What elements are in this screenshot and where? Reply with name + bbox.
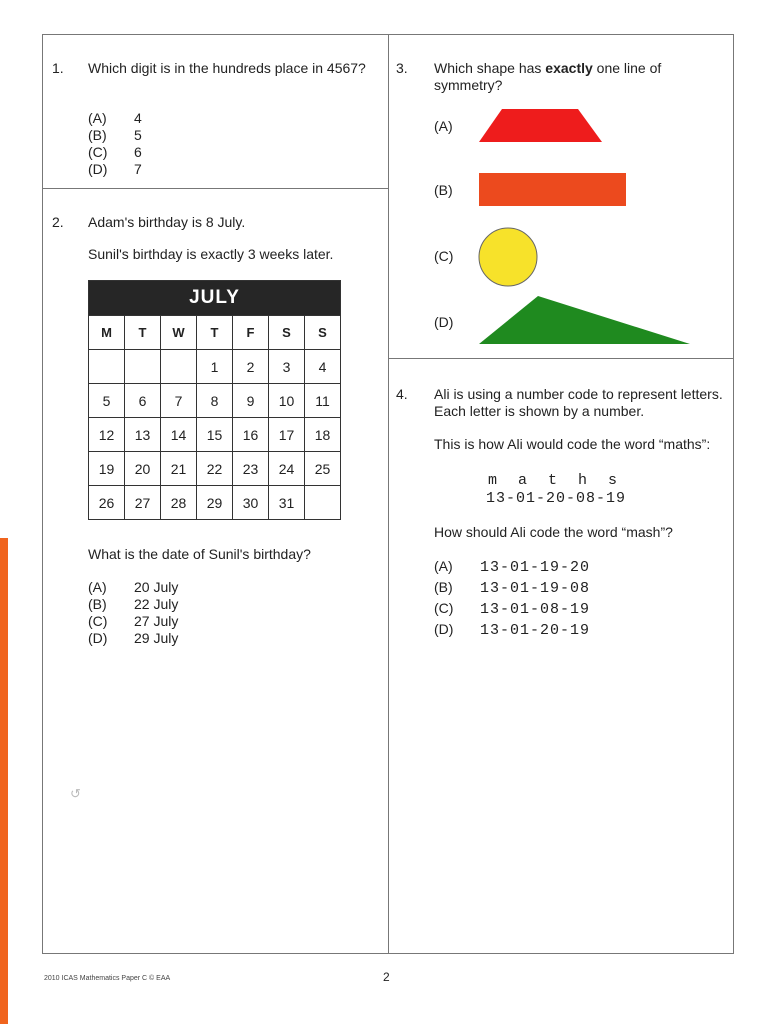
calendar-cell: 12 xyxy=(89,418,125,452)
q4-question: How should Ali code the word “mash”? xyxy=(434,524,673,540)
calendar-cell: 14 xyxy=(161,418,197,452)
calendar-day-header: F xyxy=(233,316,269,350)
calendar-day-header: T xyxy=(125,316,161,350)
q4-example-text: This is how Ali would code the word “maths”: xyxy=(434,436,711,452)
calendar-cell: 18 xyxy=(305,418,341,452)
calendar-cell: 4 xyxy=(305,350,341,384)
calendar-cell: 25 xyxy=(305,452,341,486)
right-row-divider xyxy=(388,358,734,359)
calendar-month: JULY xyxy=(89,281,341,316)
calendar-day-header: M xyxy=(89,316,125,350)
calendar-cell xyxy=(305,486,341,520)
page-number: 2 xyxy=(383,970,390,984)
q2-option-c[interactable]: (C) 27 July xyxy=(88,613,179,629)
trapezium-shape xyxy=(479,109,602,142)
q3-option-c-label[interactable]: (C) xyxy=(434,248,454,264)
calendar-cell: 5 xyxy=(89,384,125,418)
column-divider xyxy=(388,34,389,954)
circle-shape xyxy=(479,228,537,286)
footer-source: 2010 ICAS Mathematics Paper C © EAA xyxy=(44,975,171,982)
calendar-day-header: W xyxy=(161,316,197,350)
calendar-cell: 23 xyxy=(233,452,269,486)
q2-number: 2. xyxy=(52,214,64,230)
q4-option-d[interactable]: (D) 13-01-20-19 xyxy=(434,621,591,639)
q3-question: Which shape has exactly one line of symmetry? xyxy=(434,60,662,93)
calendar-cell: 10 xyxy=(269,384,305,418)
calendar-cell: 21 xyxy=(161,452,197,486)
q2-option-a[interactable]: (A) 20 July xyxy=(88,579,179,595)
calendar-cell: 27 xyxy=(125,486,161,520)
q2-line-2: Sunil's birthday is exactly 3 weeks later. xyxy=(88,246,334,262)
q3-option-a-shape[interactable] xyxy=(478,108,604,144)
calendar-cell: 26 xyxy=(89,486,125,520)
calendar-cell: 2 xyxy=(233,350,269,384)
calendar-cell: 17 xyxy=(269,418,305,452)
calendar-cell: 30 xyxy=(233,486,269,520)
q3-option-a-label[interactable]: (A) xyxy=(434,118,453,134)
calendar-cell xyxy=(161,350,197,384)
rectangle-shape xyxy=(479,173,626,206)
calendar-day-header: S xyxy=(269,316,305,350)
q1-option-a[interactable]: (A) 4 xyxy=(88,110,142,126)
q4-option-b[interactable]: (B) 13-01-19-08 xyxy=(434,579,591,597)
q4-code: 13-01-20-08-19 xyxy=(486,490,627,507)
calendar-cell: 1 xyxy=(197,350,233,384)
calendar-cell: 29 xyxy=(197,486,233,520)
q3-option-b-shape[interactable] xyxy=(478,172,628,208)
calendar-cell: 13 xyxy=(125,418,161,452)
q2-option-d[interactable]: (D) 29 July xyxy=(88,630,179,646)
calendar-cell: 24 xyxy=(269,452,305,486)
calendar-cell: 31 xyxy=(269,486,305,520)
calendar-cell: 22 xyxy=(197,452,233,486)
calendar-cell xyxy=(89,350,125,384)
q4-option-a[interactable]: (A) 13-01-19-20 xyxy=(434,558,591,576)
q3-option-d-label[interactable]: (D) xyxy=(434,314,454,330)
q4-option-c[interactable]: (C) 13-01-08-19 xyxy=(434,600,591,618)
triangle-shape xyxy=(479,296,690,344)
q1-option-d[interactable]: (D) 7 xyxy=(88,161,142,177)
q4-letters: m a t h s xyxy=(488,472,619,489)
q4-number: 4. xyxy=(396,386,408,402)
q2-question: What is the date of Sunil's birthday? xyxy=(88,546,311,562)
pencil-mark-icon: ↺ xyxy=(70,786,81,801)
calendar-day-header: T xyxy=(197,316,233,350)
calendar-cell xyxy=(125,350,161,384)
calendar-cell: 7 xyxy=(161,384,197,418)
calendar-cell: 11 xyxy=(305,384,341,418)
q1-option-b[interactable]: (B) 5 xyxy=(88,127,142,143)
calendar-cell: 28 xyxy=(161,486,197,520)
q4-intro: Ali is using a number code to represent letters. Each letter is shown by a number. xyxy=(434,386,723,419)
q3-option-c-shape[interactable] xyxy=(476,226,540,288)
calendar-cell: 15 xyxy=(197,418,233,452)
q3-number: 3. xyxy=(396,60,408,76)
q1-question: Which digit is in the hundreds place in 4567? xyxy=(88,60,366,76)
left-row-divider xyxy=(42,188,389,189)
calendar-cell: 16 xyxy=(233,418,269,452)
orange-edge-strip xyxy=(0,538,8,1024)
calendar-cell: 8 xyxy=(197,384,233,418)
q3-option-b-label[interactable]: (B) xyxy=(434,182,453,198)
calendar-day-header: S xyxy=(305,316,341,350)
q1-option-c[interactable]: (C) 6 xyxy=(88,144,142,160)
calendar-cell: 6 xyxy=(125,384,161,418)
calendar-cell: 3 xyxy=(269,350,305,384)
q3-option-d-shape[interactable] xyxy=(478,294,692,346)
calendar-cell: 9 xyxy=(233,384,269,418)
q2-option-b[interactable]: (B) 22 July xyxy=(88,596,179,612)
q2-line-1: Adam's birthday is 8 July. xyxy=(88,214,246,230)
july-calendar xyxy=(88,280,341,520)
q1-number: 1. xyxy=(52,60,64,76)
calendar-cell: 19 xyxy=(89,452,125,486)
calendar-cell: 20 xyxy=(125,452,161,486)
